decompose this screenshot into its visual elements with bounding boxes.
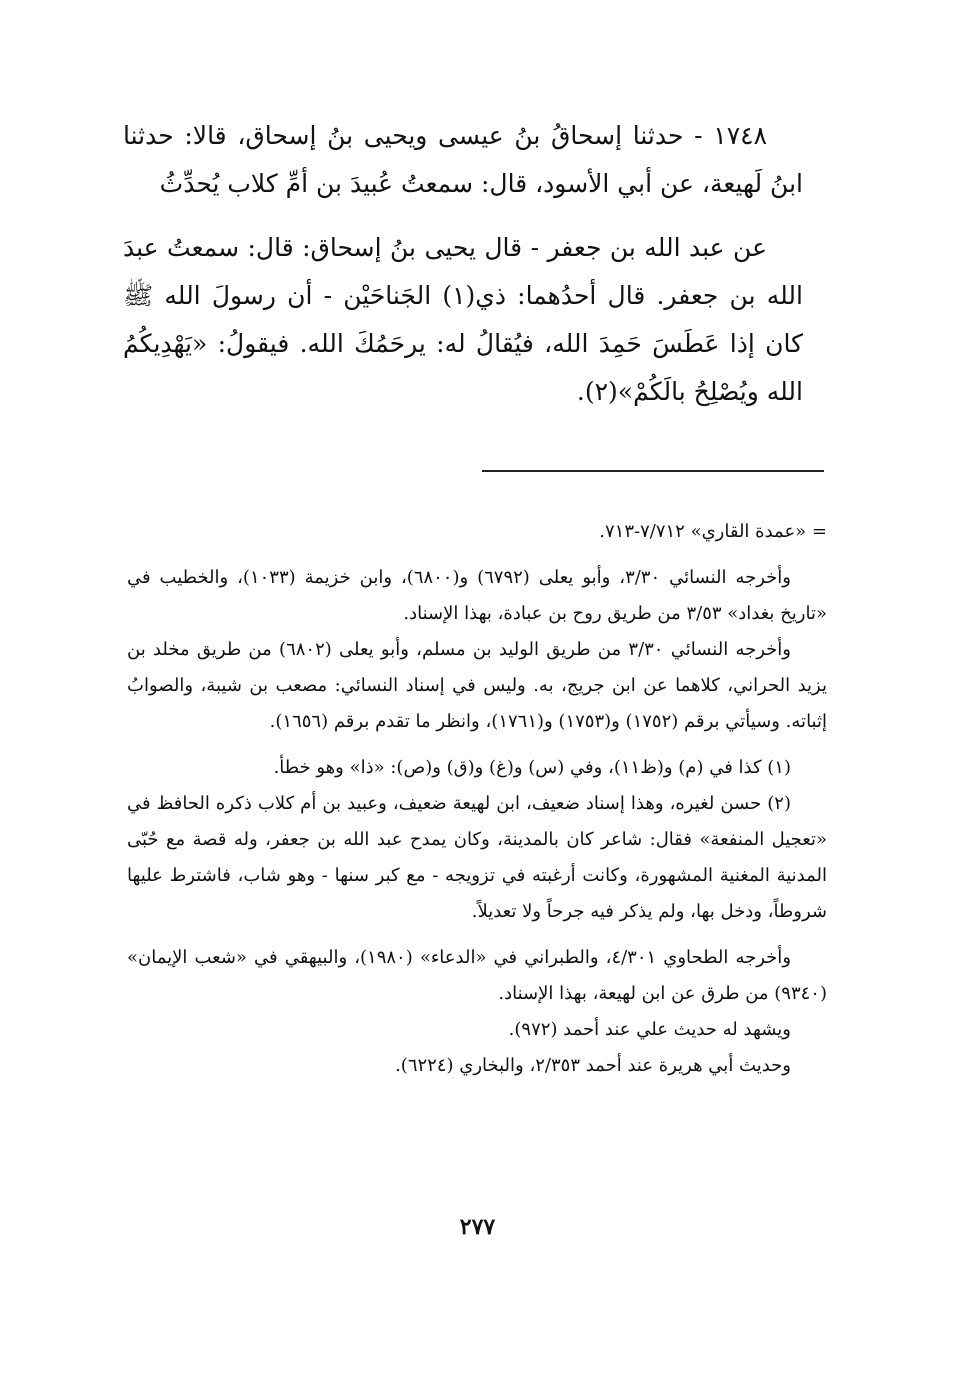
footnote-1: (١) كذا في (م) و(ظ١١)، وفي (س) و(غ) و(ق) و(ص): «ذا» وهو خطأ. xyxy=(273,757,791,778)
takhrij-paragraph: وأخرجه النسائي ٣/٣٠ من طريق الوليد بن مسلم، وأبو يعلى (٦٨٠٢) من طريق مخلد بن يزيد الحراني، كلاهما عن ابن جريج، به. وليس في إسناد النسائي: مصعب بن شيبة، والصوابُ إثباته. وسيأتي برقم (١٧٥٢) و(١٧٥٣) و(١٧٦١)، وانظر ما تقدم برقم (١٦٥٦). xyxy=(127,639,828,732)
footnotes xyxy=(127,514,827,1084)
takhrij-paragraph: وأخرجه النسائي ٣/٣٠، وأبو يعلى (٦٧٩٢) و(٦٨٠٠)، وابن خزيمة (١٠٣٣)، والخطيب في «تاريخ بغداد» ٣/٥٣ من طريق روح بن عبادة، بهذا الإسناد. xyxy=(127,567,827,624)
hadith-body: عن عبد الله بن جعفر - قال يحيى بنُ إسحاق: قال: سمعتُ عبدَ الله بن جعفر. قال أحدُهما: ذي(١) الجَناحَيْن - أن رسولَ الله ﷺ كان إذا عَطَسَ حَمِدَ الله، فيُقالُ له: يرحَمُكَ الله. فيقولُ: «يَهْدِيكُمُ الله ويُصْلِحُ بالَكُمْ»(٢). xyxy=(123,233,803,406)
shahid-paragraph: وحديث أبي هريرة عند أحمد ٢/٣٥٣، والبخاري (٦٢٢٤). xyxy=(395,1055,791,1076)
footnote-2: (٢) حسن لغيره، وهذا إسناد ضعيف، ابن لهيعة ضعيف، وعبيد بن أم كلاب ذكره الحافظ في «تعجيل المنفعة» فقال: شاعر كان بالمدينة، وكان يمدح عبد الله بن جعفر، وله قصة مع حُبّى المدنية المغنية المشهورة، وكانت أرغبته في تزويجه - مع كبر سنها - وهو شاب، فاشترط عليها شروطاً، ودخل بها، ولم يذكر فيه جرحاً ولا تعديلاً. xyxy=(127,793,827,922)
page-number: ٢٧٧ xyxy=(459,1214,496,1240)
hadith-chain: ١٧٤٨ - حدثنا إسحاقُ بنُ عيسى ويحيى بنُ إسحاق، قالا: حدثنا ابنُ لَهيعة، عن أبي الأسود، قال: سمعتُ عُبيدَ بن أمِّ كلاب يُحدِّثُ xyxy=(123,121,803,198)
hadith-text xyxy=(123,112,803,416)
shahid-paragraph: ويشهد له حديث علي عند أحمد (٩٧٢). xyxy=(508,1019,791,1040)
footnote-continuation: = «عمدة القاري» ٧/٧١٢-٧١٣. xyxy=(599,521,827,542)
footnote-divider xyxy=(482,470,824,472)
takhrij-paragraph: وأخرجه الطحاوي ٤/٣٠١، والطبراني في «الدعاء» (١٩٨٠)، والبيهقي في «شعب الإيمان» (٩٣٤٠) من طرق عن ابن لهيعة، بهذا الإسناد. xyxy=(127,947,827,1004)
